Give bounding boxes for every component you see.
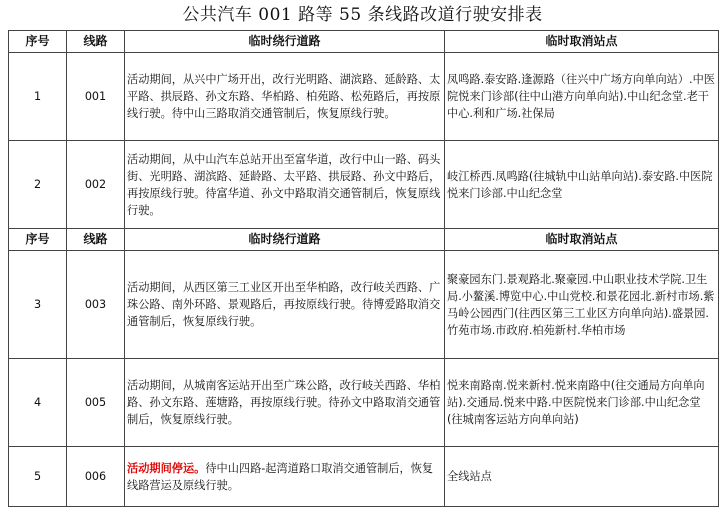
header-cancel: 临时取消站点: [445, 229, 719, 251]
row-seq: 5: [9, 447, 67, 507]
header-route: 线路: [67, 31, 125, 53]
table-row: [9, 251, 719, 359]
row-detour-text: 待中山四路-起湾道路口取消交通管制后，恢复线路营运及原线行驶。: [127, 461, 434, 492]
row-route: 002: [67, 141, 125, 229]
header-cancel: 临时取消站点: [445, 31, 719, 53]
row-detour: 活动期间，从兴中广场开出，改行光明路、湖滨路、延龄路、太平路、拱辰路、孙文东路、华柏路、柏苑路、松苑路后，再按原线行驶。待中山三路取消交通管制后，恢复原线行驶。: [125, 53, 445, 141]
row-seq: 4: [9, 359, 67, 447]
header-detour: 临时绕行道路: [125, 229, 445, 251]
header-row-repeat: [9, 229, 719, 251]
row-detour: 活动期间，从西区第三工业区开出至华柏路，改行岐关西路、广珠公路、南外环路、景观路后，再按原线行驶。待博爱路取消交通管制后，恢复原线行驶。: [125, 251, 445, 359]
suspended-note: 活动期间停运。: [127, 461, 206, 475]
table-row: [9, 447, 719, 507]
header-seq: 序号: [9, 31, 67, 53]
row-seq: 1: [9, 53, 67, 141]
header-seq: 序号: [9, 229, 67, 251]
row-detour: [125, 447, 445, 507]
row-route: 006: [67, 447, 125, 507]
row-seq: 3: [9, 251, 67, 359]
row-seq: 2: [9, 141, 67, 229]
route-table: [8, 30, 719, 507]
row-cancel: 全线站点: [445, 447, 719, 507]
row-route: 003: [67, 251, 125, 359]
header-route: 线路: [67, 229, 125, 251]
row-cancel: 悦来南路南.悦来新村.悦来南路中(往交通局方向单向站).交通局.悦来中路.中医院悦来门诊部.中山纪念堂(往城南客运站方向单向站): [445, 359, 719, 447]
row-detour: 活动期间，从城南客运站开出至广珠公路，改行岐关西路、华柏路、孙文东路、莲塘路，再按原线行驶。待孙文中路取消交通管制后，恢复原线行驶。: [125, 359, 445, 447]
table-row: [9, 359, 719, 447]
row-cancel: 凤鸣路.泰安路.逢源路（往兴中广场方向单向站）.中医院悦来门诊部(往中山港方向单向站).中山纪念堂.老干中心.利和广场.社保局: [445, 53, 719, 141]
row-route: 005: [67, 359, 125, 447]
header-detour: 临时绕行道路: [125, 31, 445, 53]
row-cancel: 聚豪园东门.景观路北.聚豪园.中山职业技术学院.卫生局.小鳌溪.博览中心.中山党校.和景花园北.新村市场.紫马岭公园西门(往西区第三工业区方向单向站).盛景园.竹苑市场.市政府.柏苑新村.华柏市场: [445, 251, 719, 359]
row-detour: 活动期间，从中山汽车总站开出至富华道，改行中山一路、码头街、光明路、湖滨路、延龄路、太平路、拱辰路、孙文中路后，再按原线行驶。待富华道、孙文中路取消交通管制后，恢复原线行驶。: [125, 141, 445, 229]
page-title: 公共汽车 001 路等 55 条线路改道行驶安排表: [182, 5, 543, 25]
row-route: 001: [67, 53, 125, 141]
header-row: [9, 31, 719, 53]
row-cancel: 岐江桥西.凤鸣路(往城轨中山站单向站).泰安路.中医院悦来门诊部.中山纪念堂: [445, 141, 719, 229]
table-row: [9, 141, 719, 229]
table-row: [9, 53, 719, 141]
